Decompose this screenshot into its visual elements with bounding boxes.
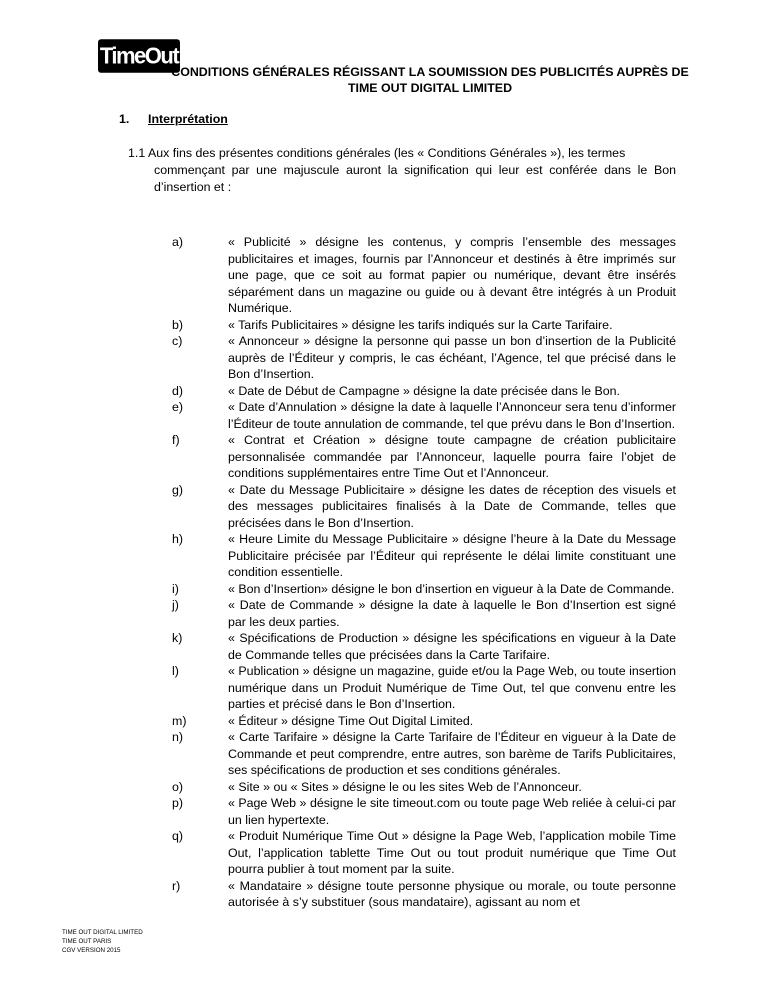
definition-item [172, 482, 676, 532]
definition-text: « Publicité » désigne les contenus, y compris l’ensemble des messages publicitaires et images, fournis par l’Annonceur et destinés à être imprimés sur une page, que ce soit au format papier ou numérique, devant être insérés séparément dans un magazine ou guide ou à devant être intégrés à un Produit Numérique. [228, 235, 676, 315]
definition-item [172, 779, 676, 796]
definition-text: « Annonceur » désigne la personne qui passe un bon d’insertion de la Publicité auprès de l’Éditeur y compris, le cas échéant, l’Agence, tel que précisé dans le Bon d’Insertion. [228, 334, 676, 381]
definition-item [172, 234, 676, 317]
definition-item [172, 531, 676, 581]
definition-label: i) [172, 581, 179, 596]
definition-label: n) [172, 730, 184, 744]
definition-label: a) [172, 235, 184, 249]
definition-item [172, 432, 676, 482]
definition-text: « Heure Limite du Message Publicitaire » désigne l’heure à la Date du Message Publicitaire précisée par l’Éditeur qui représente le délai limite constituant une condition essentielle. [228, 532, 676, 579]
definition-label: m) [172, 713, 187, 728]
definition-item [172, 630, 676, 663]
time-out-logo: TimeOut [98, 39, 180, 73]
definition-text: « Bon d’Insertion» désigne le bon d’insertion en vigueur à la Date de Commande. [228, 581, 675, 596]
definition-item [172, 828, 676, 878]
definition-label: p) [172, 796, 184, 810]
definition-item [172, 729, 676, 779]
definition-label: e) [172, 400, 184, 414]
footer-line-version: CGV VERSION 2015 [62, 947, 121, 954]
definition-item [172, 795, 676, 828]
footer-line-office: TIME OUT PARIS [62, 938, 112, 945]
definition-item [172, 713, 676, 730]
footer-line-company: TIME OUT DIGITAL LIMITED [62, 929, 143, 936]
definition-label: g) [172, 482, 184, 497]
document-title-line-1: CONDITIONS GÉNÉRALES RÉGISSANT LA SOUMISSION DES PUBLICITÉS AUPRÈS DE [171, 65, 689, 79]
definition-text: « Site » ou « Sites » désigne le ou les sites Web de l’Annonceur. [228, 779, 582, 794]
definition-item [172, 317, 676, 334]
definitions-list [172, 234, 676, 911]
definition-text: « Date de Début de Campagne » désigne la date précisée dans le Bon. [228, 383, 620, 398]
definition-label: q) [172, 829, 184, 843]
definition-label: b) [172, 317, 184, 332]
intro-rest: commençant par une majuscule auront la signification qui leur est conférée dans le Bon d’insertion et : [154, 163, 676, 194]
definition-item [172, 581, 676, 598]
definition-label: c) [172, 334, 183, 348]
definition-label: k) [172, 631, 183, 645]
definition-text: « Date de Commande » désigne la date à laquelle le Bon d’Insertion est signé par les deux parties. [228, 598, 676, 629]
definition-label: j) [172, 598, 179, 612]
definition-text: « Éditeur » désigne Time Out Digital Limited. [228, 713, 474, 728]
definition-text: « Publication » désigne un magazine, guide et/ou la Page Web, ou toute insertion numérique dans un Produit Numérique de Time Out, tel que convenu entre les parties et précisé dans le Bon d’Insertion. [228, 664, 676, 711]
definition-text: « Tarifs Publicitaires » désigne les tarifs indiqués sur la Carte Tarifaire. [228, 317, 613, 332]
document-title-line-2: TIME OUT DIGITAL LIMITED [347, 81, 513, 95]
intro-paragraph [128, 145, 676, 196]
definition-item [172, 383, 676, 400]
definition-text: « Date du Message Publicitaire » désigne les dates de réception des visuels et des messages publicitaires finalisés à la Date de Commande, telles que précisées dans le Bon d’Insertion. [228, 482, 676, 530]
footer [62, 928, 143, 955]
definition-label: d) [172, 383, 184, 398]
definition-label: r) [172, 878, 181, 893]
definition-text: « Date d’Annulation » désigne la date à laquelle l’Annonceur sera tenu d’informer l’Éditeur de toute annulation de commande, tel que prévu dans le Bon d’Insertion. [228, 400, 676, 431]
definition-text: « Page Web » désigne le site timeout.com ou toute page Web reliée à celui-ci par un lien hypertexte. [228, 796, 676, 827]
definition-label: f) [172, 433, 180, 447]
definition-text: « Contrat et Création » désigne toute campagne de création publicitaire personnalisée commandée par l’Annonceur, laquelle pourra faire l’objet de conditions supplémentaires entre Time Out et l’Annonceur. [228, 433, 676, 480]
definition-item [172, 333, 676, 383]
definition-item [172, 399, 676, 432]
definition-label: o) [172, 779, 184, 794]
section-number: 1. [119, 112, 130, 126]
definition-label: h) [172, 532, 184, 546]
definition-item [172, 597, 676, 630]
section-title: Interprétation [148, 112, 228, 126]
definition-item [172, 878, 676, 911]
definition-text: « Carte Tarifaire » désigne la Carte Tarifaire de l’Éditeur en vigueur à la Date de Commande et peut comprendre, entre autres, son barème de Tarifs Publicitaires, ses spécifications de production et ses conditions générales. [228, 730, 676, 777]
definition-label: l) [172, 664, 179, 678]
intro-first-line: 1.1 Aux fins des présentes conditions générales (les « Conditions Générales »), les termes [128, 146, 626, 160]
definition-text: « Mandataire » désigne toute personne physique ou morale, ou toute personne autorisée à s’y substituer (sous mandataire), agissant au nom et [228, 878, 676, 909]
definition-text: « Produit Numérique Time Out » désigne la Page Web, l’application mobile Time Out, l’application tablette Time Out ou tout produit numérique que Time Out pourra publier à tout moment par la suite. [228, 829, 676, 876]
definition-text: « Spécifications de Production » désigne les spécifications en vigueur à la Date de Commande telles que précisées dans la Carte Tarifaire. [228, 631, 676, 662]
definition-item [172, 663, 676, 713]
